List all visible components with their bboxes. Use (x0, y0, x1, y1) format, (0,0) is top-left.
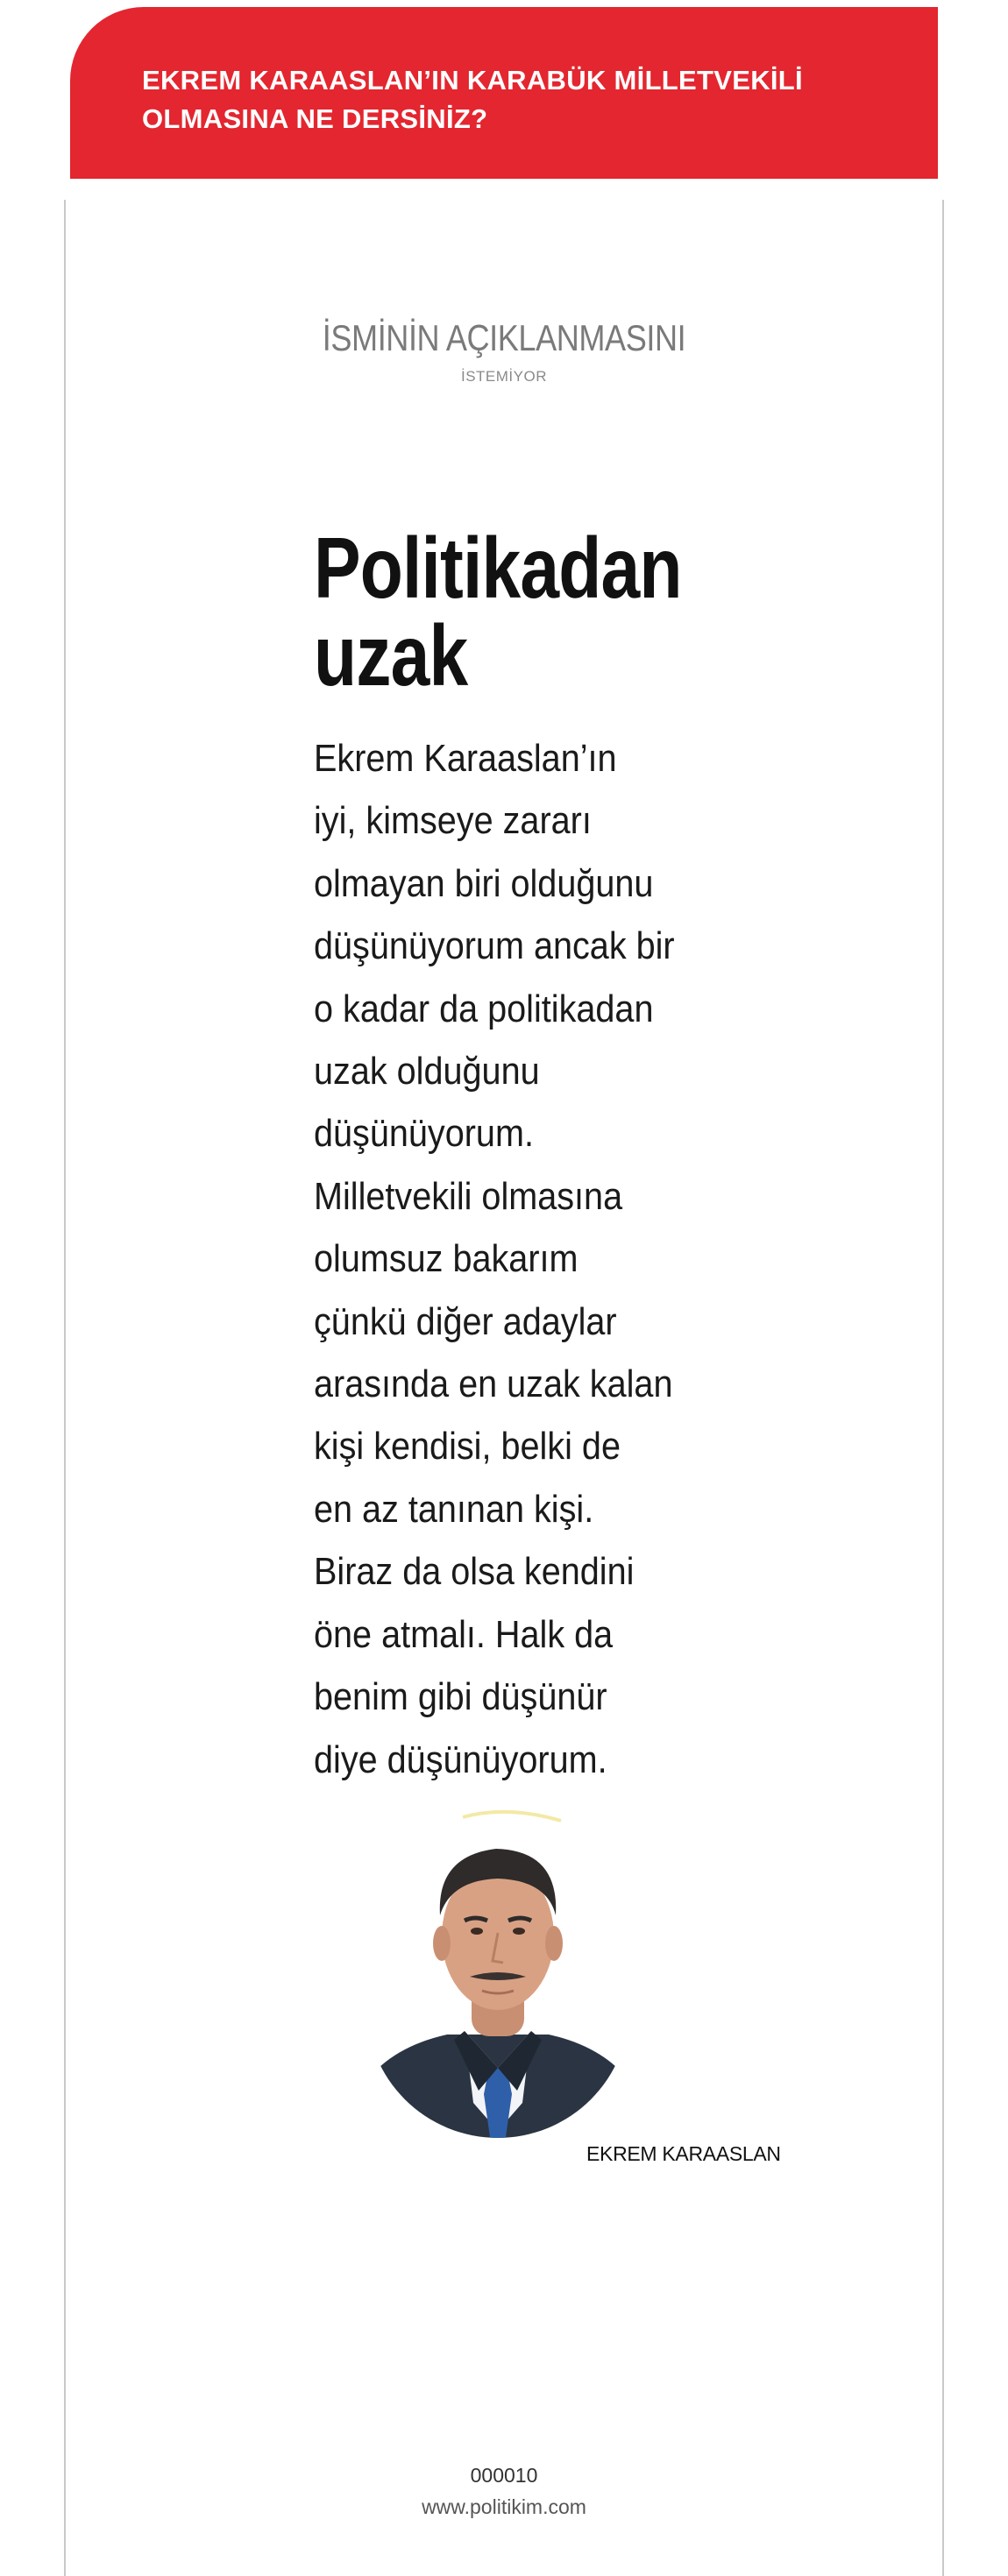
question-title (142, 61, 938, 138)
frame-right-rule (942, 200, 944, 2576)
body-line: Ekrem Karaaslan’ın (314, 737, 617, 780)
photo-highlight-arc (463, 1812, 561, 1821)
body-line: düşünüyorum ancak bir (314, 924, 675, 968)
website-link[interactable]: www.politikim.com (422, 2495, 586, 2518)
respondent-note: İSTEMİYOR (460, 368, 547, 385)
candidate-name-label: EKREM KARAASLAN (565, 2126, 802, 2182)
body-line: Milletvekili olmasına (314, 1174, 623, 1218)
body-line: çünkü diğer adaylar (314, 1299, 617, 1343)
article-headline (314, 520, 716, 704)
headline-line-2: uzak (314, 607, 468, 704)
frame-left-rule (64, 200, 66, 2576)
body-line: arasında en uzak kalan (314, 1362, 673, 1406)
body-line: diye düşünüyorum. (314, 1737, 607, 1781)
question-line-1: EKREM KARAASLAN’IN KARABÜK MİLLETVEKİLİ (142, 65, 803, 96)
body-line: öne atmalı. Halk da (314, 1612, 614, 1656)
headline-line-1: Politikadan (314, 520, 682, 616)
body-line: benim gibi düşünür (314, 1675, 607, 1719)
body-line: düşünüyorum. (314, 1112, 534, 1156)
body-line: kişi kendisi, belki de (314, 1425, 621, 1468)
respondent-name: İSMİNİN AÇIKLANMASINI (322, 317, 686, 358)
body-line: o kadar da politikadan (314, 987, 654, 1030)
body-line: Biraz da olsa kendini (314, 1550, 635, 1594)
body-line: olmayan biri olduğunu (314, 861, 654, 905)
body-line: olumsuz bakarım (314, 1237, 579, 1281)
body-line: uzak olduğunu (314, 1050, 540, 1093)
body-line: iyi, kimseye zararı (314, 799, 592, 843)
question-line-2: OLMASINA NE DERSİNİZ? (142, 103, 488, 134)
body-line: en az tanınan kişi. (314, 1487, 594, 1531)
page-code: 000010 (470, 2464, 538, 2487)
article-body (314, 727, 724, 1791)
question-banner (70, 7, 938, 179)
